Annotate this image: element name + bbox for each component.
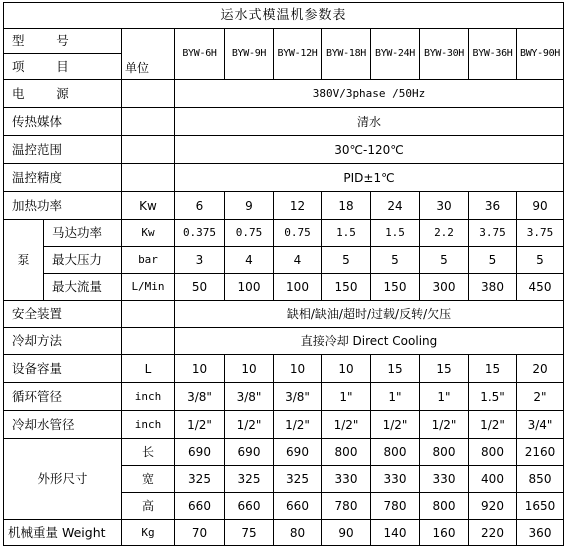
width-value: 330 <box>322 466 371 493</box>
circ-pipe-label: 循环管径 <box>4 383 122 411</box>
width-value: 325 <box>225 466 274 493</box>
unit-header: 单位 <box>122 29 175 80</box>
length-label: 长 <box>122 439 175 466</box>
circ-pipe-value: 3/8" <box>175 383 225 411</box>
cool-pipe-unit: inch <box>122 411 175 439</box>
cool-pipe-value: 1/2" <box>175 411 225 439</box>
model-6: BYW-30H <box>420 29 469 80</box>
flow-value: 50 <box>175 274 225 301</box>
capacity-value: 15 <box>469 355 517 383</box>
weight-unit: Kg <box>122 520 175 546</box>
flow-value: 300 <box>420 274 469 301</box>
flow-value: 100 <box>274 274 322 301</box>
length-value: 690 <box>175 439 225 466</box>
temp-range-label: 温控范围 <box>4 136 122 164</box>
temp-precision-label: 温控精度 <box>4 164 122 192</box>
cooling-label: 冷却方法 <box>4 328 122 355</box>
circ-pipe-value: 1" <box>420 383 469 411</box>
pressure-unit: bar <box>122 247 175 274</box>
cool-pipe-value: 1/2" <box>469 411 517 439</box>
cool-pipe-value: 1/2" <box>420 411 469 439</box>
heating-label: 加热功率 <box>4 192 122 220</box>
weight-value: 220 <box>469 520 517 546</box>
circ-pipe-value: 2" <box>517 383 564 411</box>
heating-value: 90 <box>517 192 564 220</box>
pressure-value: 5 <box>371 247 420 274</box>
length-value: 690 <box>225 439 274 466</box>
item-label: 项 目 <box>4 54 122 80</box>
length-value: 800 <box>420 439 469 466</box>
heating-value: 18 <box>322 192 371 220</box>
heating-unit: Kw <box>122 192 175 220</box>
model-1: BYW-6H <box>175 29 225 80</box>
model-3: BYW-12H <box>274 29 322 80</box>
cool-pipe-value: 1/2" <box>371 411 420 439</box>
heating-value: 30 <box>420 192 469 220</box>
pressure-value: 5 <box>420 247 469 274</box>
motor-value: 0.75 <box>225 220 274 247</box>
motor-unit: Kw <box>122 220 175 247</box>
height-value: 800 <box>420 493 469 520</box>
height-value: 660 <box>274 493 322 520</box>
motor-value: 1.5 <box>371 220 420 247</box>
capacity-value: 15 <box>420 355 469 383</box>
motor-value: 2.2 <box>420 220 469 247</box>
pump-label: 泵 <box>4 220 44 301</box>
spec-table <box>3 2 564 546</box>
height-value: 920 <box>469 493 517 520</box>
heating-value: 9 <box>225 192 274 220</box>
capacity-value: 15 <box>371 355 420 383</box>
motor-value: 1.5 <box>322 220 371 247</box>
dims-label: 外形尺寸 <box>4 439 122 520</box>
flow-value: 150 <box>371 274 420 301</box>
model-label: 型 号 <box>4 29 122 54</box>
capacity-unit: L <box>122 355 175 383</box>
weight-value: 80 <box>274 520 322 546</box>
length-value: 690 <box>274 439 322 466</box>
circ-pipe-value: 1" <box>322 383 371 411</box>
height-label: 高 <box>122 493 175 520</box>
width-value: 325 <box>175 466 225 493</box>
width-label: 宽 <box>122 466 175 493</box>
flow-value: 450 <box>517 274 564 301</box>
length-value: 2160 <box>517 439 564 466</box>
capacity-value: 10 <box>322 355 371 383</box>
pressure-value: 5 <box>322 247 371 274</box>
weight-value: 160 <box>420 520 469 546</box>
capacity-value: 10 <box>175 355 225 383</box>
heating-value: 12 <box>274 192 322 220</box>
model-4: BYW-18H <box>322 29 371 80</box>
circ-pipe-value: 3/8" <box>274 383 322 411</box>
weight-value: 75 <box>225 520 274 546</box>
table-title: 运水式模温机参数表 <box>4 3 564 29</box>
cooling-value: 直接冷却 Direct Cooling <box>175 328 564 355</box>
circ-pipe-unit: inch <box>122 383 175 411</box>
pressure-value: 4 <box>225 247 274 274</box>
motor-value: 3.75 <box>469 220 517 247</box>
cool-pipe-value: 3/4" <box>517 411 564 439</box>
flow-label: 最大流量 <box>44 274 122 301</box>
pressure-value: 5 <box>469 247 517 274</box>
weight-value: 70 <box>175 520 225 546</box>
length-value: 800 <box>322 439 371 466</box>
flow-value: 100 <box>225 274 274 301</box>
model-2: BYW-9H <box>225 29 274 80</box>
cool-pipe-label: 冷却水管径 <box>4 411 122 439</box>
capacity-value: 20 <box>517 355 564 383</box>
pressure-value: 5 <box>517 247 564 274</box>
temp-precision-value: PID±1℃ <box>175 164 564 192</box>
pressure-value: 3 <box>175 247 225 274</box>
width-value: 330 <box>420 466 469 493</box>
flow-unit: L/Min <box>122 274 175 301</box>
medium-label: 传热媒体 <box>4 108 122 136</box>
power-label: 电 源 <box>4 80 122 108</box>
height-value: 660 <box>175 493 225 520</box>
height-value: 780 <box>322 493 371 520</box>
pressure-label: 最大压力 <box>44 247 122 274</box>
capacity-value: 10 <box>274 355 322 383</box>
model-8: BWY-90H <box>517 29 564 80</box>
pressure-value: 4 <box>274 247 322 274</box>
circ-pipe-value: 1.5" <box>469 383 517 411</box>
width-value: 330 <box>371 466 420 493</box>
motor-value: 0.75 <box>274 220 322 247</box>
width-value: 325 <box>274 466 322 493</box>
weight-value: 140 <box>371 520 420 546</box>
heating-value: 36 <box>469 192 517 220</box>
circ-pipe-value: 1" <box>371 383 420 411</box>
model-7: BYW-36H <box>469 29 517 80</box>
capacity-value: 10 <box>225 355 274 383</box>
flow-value: 380 <box>469 274 517 301</box>
weight-value: 360 <box>517 520 564 546</box>
cool-pipe-value: 1/2" <box>274 411 322 439</box>
height-value: 780 <box>371 493 420 520</box>
circ-pipe-value: 3/8" <box>225 383 274 411</box>
motor-value: 3.75 <box>517 220 564 247</box>
height-value: 660 <box>225 493 274 520</box>
cool-pipe-value: 1/2" <box>322 411 371 439</box>
safety-value: 缺相/缺油/超时/过载/反转/欠压 <box>175 301 564 328</box>
heating-value: 6 <box>175 192 225 220</box>
medium-value: 清水 <box>175 108 564 136</box>
weight-value: 90 <box>322 520 371 546</box>
height-value: 1650 <box>517 493 564 520</box>
length-value: 800 <box>371 439 420 466</box>
model-5: BYW-24H <box>371 29 420 80</box>
temp-range-value: 30℃-120℃ <box>175 136 564 164</box>
heating-value: 24 <box>371 192 420 220</box>
safety-label: 安全装置 <box>4 301 122 328</box>
weight-label: 机械重量 Weight <box>4 520 122 546</box>
power-value: 380V/3phase /50Hz <box>175 80 564 108</box>
cool-pipe-value: 1/2" <box>225 411 274 439</box>
motor-label: 马达功率 <box>44 220 122 247</box>
motor-value: 0.375 <box>175 220 225 247</box>
capacity-label: 设备容量 <box>4 355 122 383</box>
flow-value: 150 <box>322 274 371 301</box>
width-value: 850 <box>517 466 564 493</box>
width-value: 400 <box>469 466 517 493</box>
length-value: 800 <box>469 439 517 466</box>
